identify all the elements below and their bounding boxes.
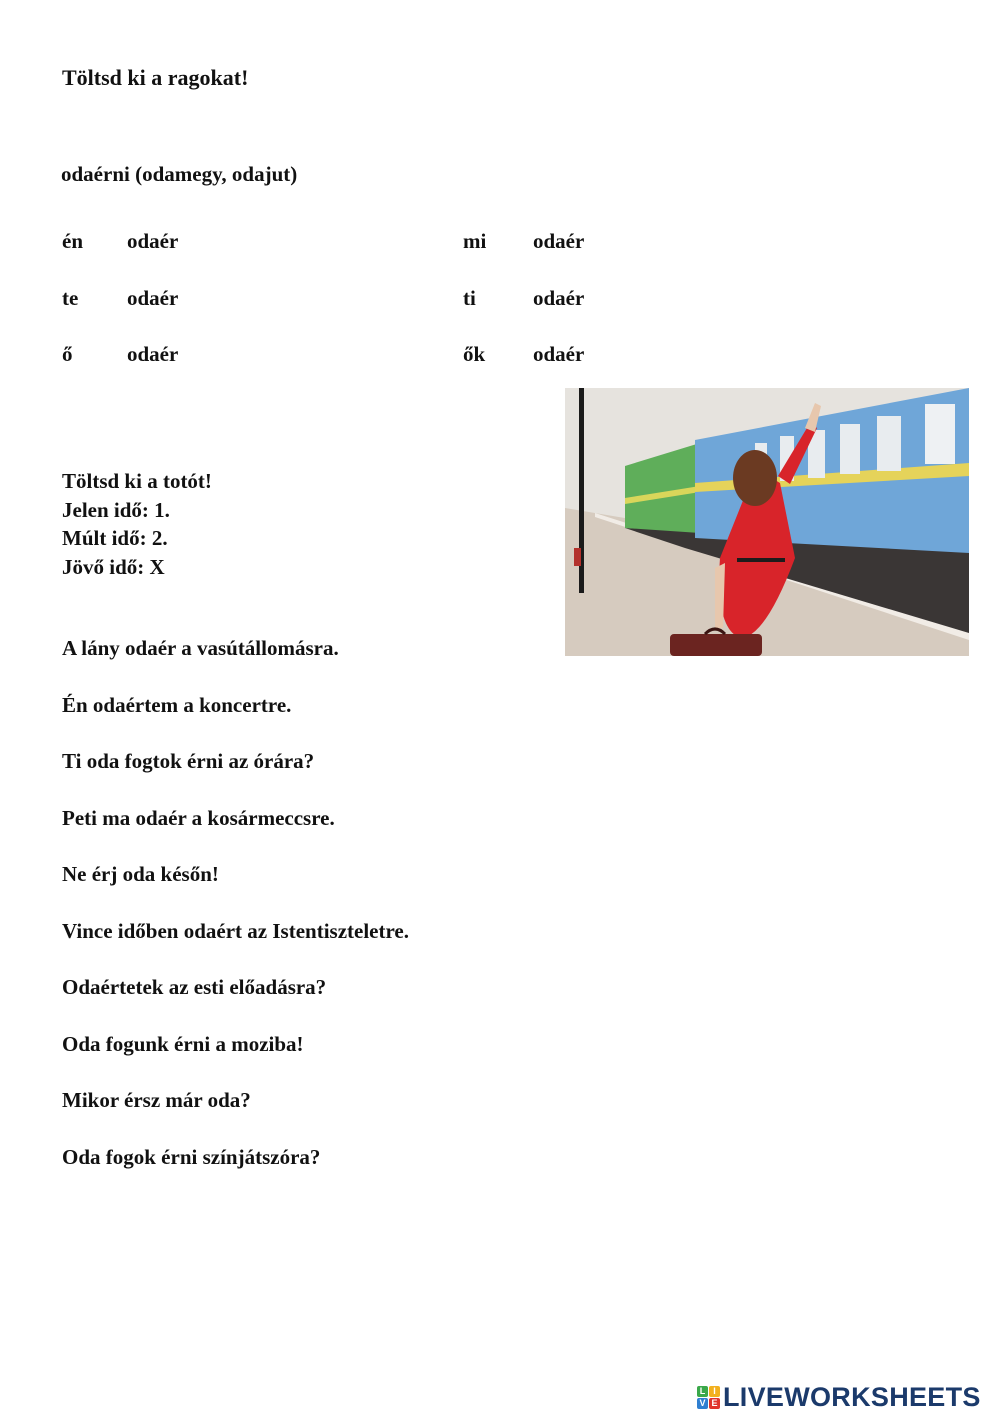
train-station-photo [565, 388, 969, 656]
sentence-7: Odaértetek az esti előadásra? [62, 975, 327, 999]
stem-o: odaér [127, 342, 179, 366]
stem-te: odaér [127, 286, 179, 310]
legend-present: Jelen idő: 1. [62, 497, 170, 522]
stem-ok: odaér [533, 342, 585, 366]
exercise2-title: Töltsd ki a totót! [62, 469, 212, 493]
sentence-2: Én odaértem a koncertre. [62, 693, 292, 717]
pronoun-ok: ők [463, 342, 486, 366]
logo-block-l: L [697, 1386, 708, 1397]
logo-text: LIVEWORKSHEETS [723, 1382, 981, 1412]
exercise2-header [62, 467, 212, 581]
pronoun-o: ő [62, 342, 73, 366]
sentence-8: Oda fogunk érni a moziba! [62, 1032, 304, 1056]
pronoun-ti: ti [463, 286, 476, 310]
stem-mi: odaér [533, 229, 585, 253]
exercise1-title: Töltsd ki a ragokat! [62, 65, 249, 90]
legend-past: Múlt idő: 2. [62, 526, 168, 550]
sentence-5: Ne érj oda későn! [62, 862, 219, 886]
logo-icon [697, 1386, 720, 1409]
logo-block-i: I [709, 1386, 720, 1397]
sentence-1: A lány odaér a vasútállomásra. [62, 636, 339, 660]
legend-future: Jövő idő: X [62, 554, 165, 579]
pronoun-te: te [62, 286, 79, 310]
verb-heading: odaérni (odamegy, odajut) [61, 162, 298, 186]
logo-block-v: V [697, 1398, 708, 1409]
logo-block-e: E [709, 1398, 720, 1409]
sentence-10: Oda fogok érni színjátszóra? [62, 1145, 321, 1169]
liveworksheets-logo [697, 1382, 981, 1413]
sentence-3: Ti oda fogtok érni az órára? [62, 749, 315, 773]
sentence-6: Vince időben odaért az Istentiszteletre. [62, 919, 410, 943]
pronoun-en: én [62, 229, 83, 253]
sentence-9: Mikor érsz már oda? [62, 1088, 251, 1112]
pronoun-mi: mi [463, 229, 487, 253]
stem-ti: odaér [533, 286, 585, 310]
stem-en: odaér [127, 229, 179, 253]
sentence-4: Peti ma odaér a kosármeccsre. [62, 806, 335, 830]
